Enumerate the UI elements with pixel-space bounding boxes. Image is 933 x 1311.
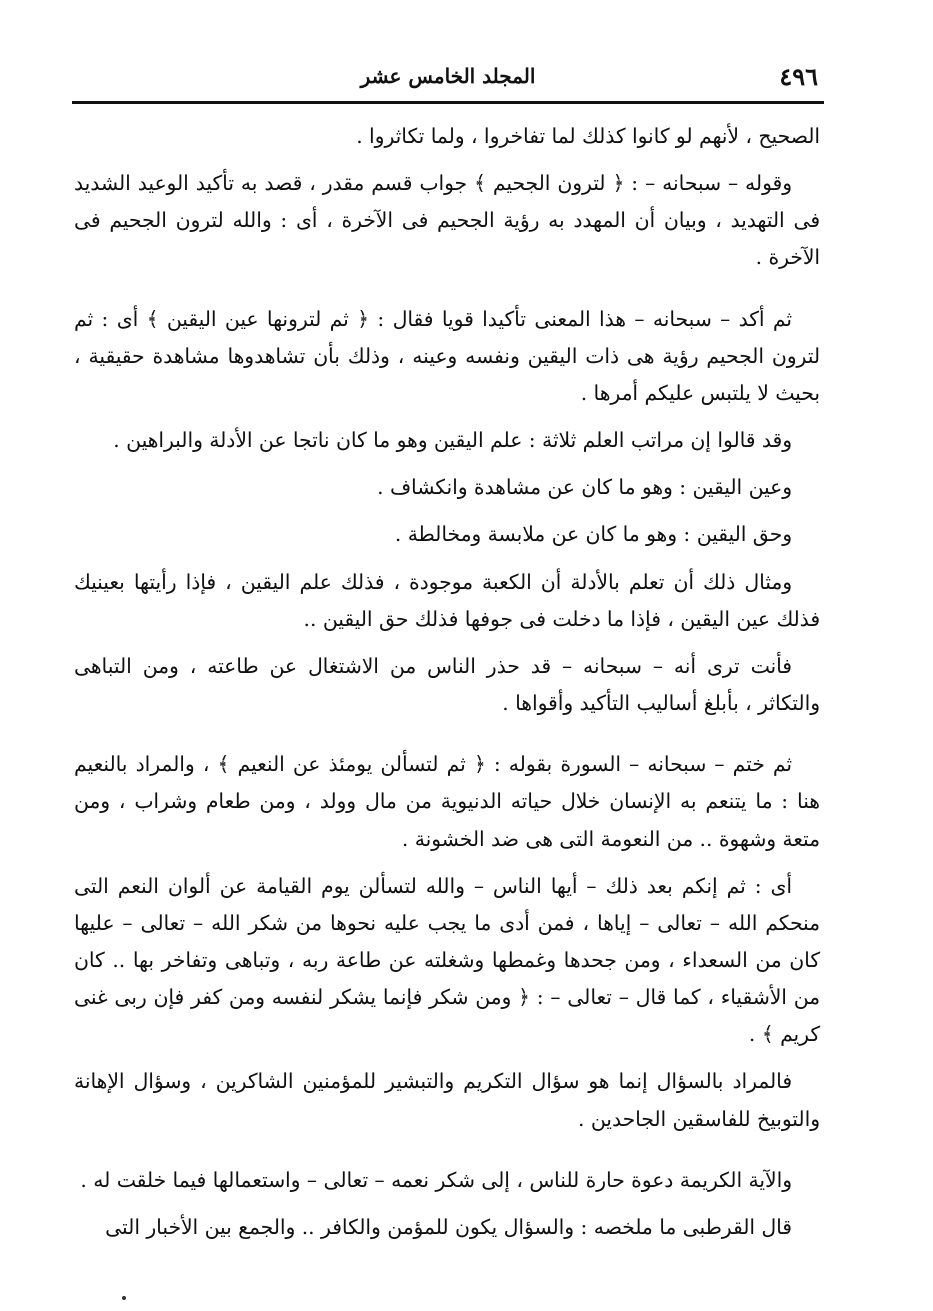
page-mark [122,1296,126,1300]
paragraph: وعين اليقين : وهو ما كان عن مشاهدة وانكشاف . [377,475,792,500]
header-rule [72,101,824,104]
paragraph: ومثال ذلك أن تعلم بالأدلة أن الكعبة موجودة ، فذلك علم اليقين ، فإذا رأيتها بعينيك فذلك عين اليقين ، فإذا ما دخلت فى جوفها فذلك حق اليقين .. [74,569,820,631]
paragraph: والآية الكريمة دعوة حارة للناس ، إلى شكر نعمه – تعالى – واستعمالها فيما خلقت له . [80,1167,792,1192]
page-header [72,58,824,98]
paragraph: وقد قالوا إن مراتب العلم ثلاثة : علم اليقين وهو ما كان ناتجا عن الأدلة والبراهين . [113,428,792,453]
paragraph: وحق اليقين : وهو ما كان عن ملابسة ومخالطة . [394,522,792,547]
paragraph: وقوله – سبحانه – : ﴿ لترون الجحيم ﴾ جواب قسم مقدر ، قصد به تأكيد الوعيد الشديد فى التهديد ، وبيان أن المهدد به رؤية الجحيم فى الآخرة ، أى : والله لترون الجحيم فى الآخرة . [74,171,820,270]
paragraph: فأنت ترى أنه – سبحانه – قد حذر الناس من الاشتغال عن طاعته ، ومن التباهى والتكاثر ، بأبلغ أساليب التأكيد وأقواها . [74,653,820,716]
body-text [74,118,820,1246]
paragraph: الصحيح ، لأنهم لو كانوا كذلك لما تفاخروا ، ولما تكاثروا . [356,124,820,148]
paragraph: أى : ثم إنكم بعد ذلك – أيها الناس – والله لتسألن يوم القيامة عن ألوان النعم التى منحكم الله – تعالى – إياها ، فمن أدى ما يجب عليه نحوها من شكر الله – تعالى – عليها كان من السعداء ، ومن جحدها وغمطها وشغلته عن طاعة ربه ، وتباهى وتفاخر بها .. كان من الأشقياء ، كما قال – تعالى – : ﴿ ومن شكر فإنما يشكر لنفسه ومن كفر فإن ربى غنى كريم ﴾ . [74,873,820,1047]
paragraph: ثم أكد – سبحانه – هذا المعنى تأكيدا قويا فقال : ﴿ ثم لترونها عين اليقين ﴾ أى : ثم لترون الجحيم رؤية هى ذات اليقين ونفسه وعينه ، وذلك بأن تشاهدوها مشاهدة حقيقية ، بحيث لا يلتبس عليكم أمرها . [74,306,820,405]
paragraph: ثم ختم – سبحانه – السورة بقوله : ﴿ ثم لتسألن يومئذ عن النعيم ﴾ ، والمراد بالنعيم هنا : ما يتنعم به الإنسان خلال حياته الدنيوية من مال وولد ، ومن طعام وشراب ، ومن متعة وشهوة .. من النعومة التى هى ضد الخشونة . [74,752,820,851]
paragraph: فالمراد بالسؤال إنما هو سؤال التكريم والتبشير للمؤمنين الشاكرين ، وسؤال الإهانة والتوبيخ للفاسقين الجاحدين . [74,1069,820,1131]
paragraph: قال القرطبى ما ملخصه : والسؤال يكون للمؤمن والكافر .. والجمع بين الأخبار التى [105,1214,792,1239]
page-number: ٤٩٦ [779,62,818,91]
running-title: المجلد الخامس عشر [360,64,536,88]
